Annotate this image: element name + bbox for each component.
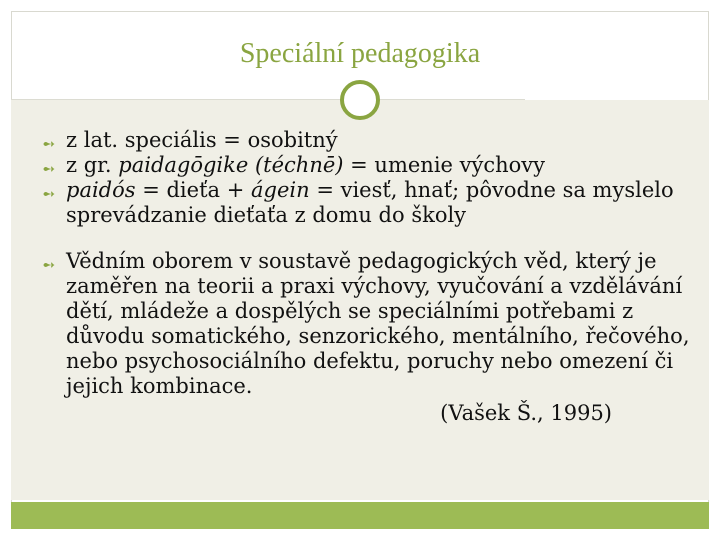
item-term: paidagōgike (téchnē) — [118, 153, 344, 177]
item-term: ágein — [251, 178, 310, 202]
bullet-icon: ➻ — [42, 255, 56, 274]
bullet-list — [42, 128, 692, 426]
bullet-icon: ➻ — [42, 134, 56, 153]
bullet-icon: ➻ — [42, 184, 56, 203]
title-divider-right — [380, 99, 525, 100]
item-text: z lat. speciális = osobitný — [66, 128, 338, 152]
bottom-bar — [11, 502, 709, 529]
item-text: = dieťa + — [135, 178, 251, 202]
list-item-greek — [42, 153, 692, 178]
item-text: z gr. — [66, 153, 119, 177]
item-text: = viesť, hnať; pôvodne sa myslelo sprevádzanie dieťaťa z domu do školy — [66, 178, 674, 227]
definition-text: Vědním oborem v soustavě pedagogických věd, který je zaměřen na teorii a praxi výchovy, vyučování a vzdělávání dětí, mládeže a dospělých se speciálními potřebami z důvodu somatického, senzorického, mentálního, řečového, nebo psychosociálního defektu, poruchy nebo omezení či jejich kombinace. — [66, 249, 690, 398]
bullet-icon: ➻ — [42, 159, 56, 178]
slide-title: Speciální pedagogika — [239, 38, 481, 69]
title-divider-left — [11, 99, 341, 100]
item-term: paidós — [66, 178, 136, 202]
list-item-definition — [42, 249, 692, 426]
item-text: = umenie výchovy — [343, 153, 546, 177]
list-item-latin — [42, 128, 692, 153]
citation: (Vašek Š., 1995) — [440, 401, 612, 425]
circle-ornament-icon — [340, 80, 380, 120]
list-item-etymology — [42, 178, 692, 228]
